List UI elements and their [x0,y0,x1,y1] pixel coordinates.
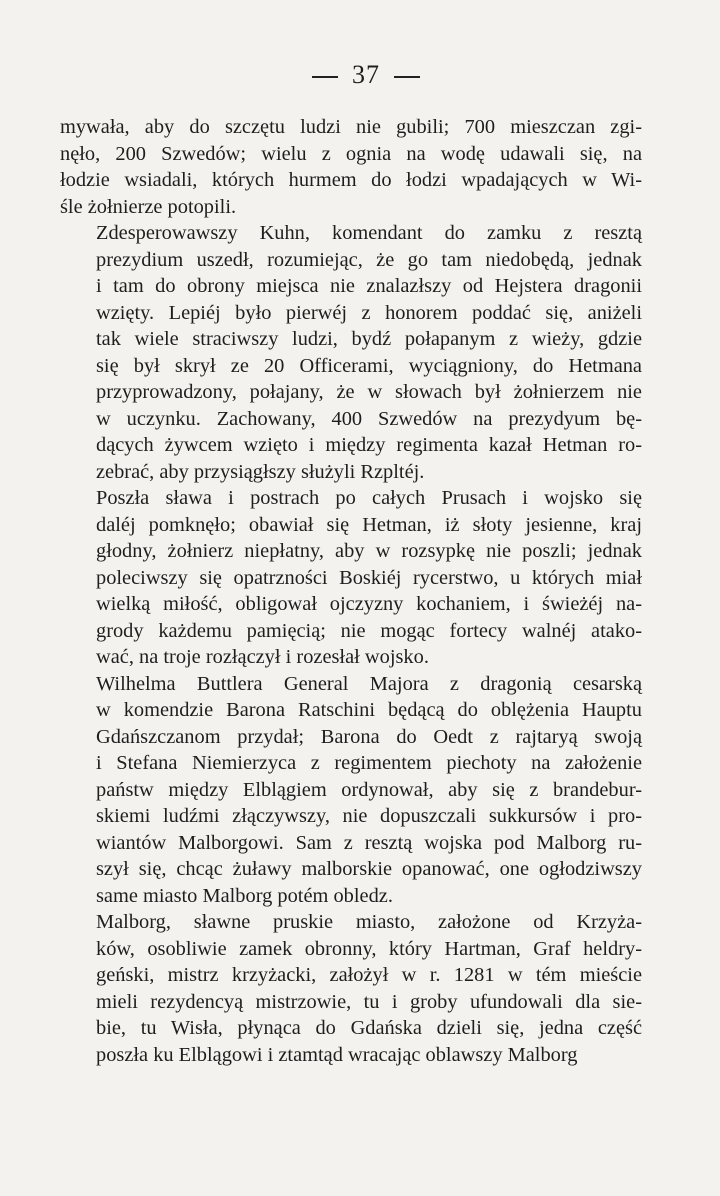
page-header [90,60,642,90]
text-line: głodny, żołnierz niepłatny, aby w rozsypkę nie poszli; jednak [96,540,642,562]
text-line: państw między Elblągiem ordynował, aby się z brandebur- [96,778,642,801]
text-line: daléj pomknęło; obawiał się Hetman, iż słoty jesienne, kraj [96,513,642,536]
text-line: Zdesperowawszy Kuhn, komendant do zamku z resztą [96,222,642,244]
text-line: przyprowadzony, połajany, że w słowach był żołnierzem nie [96,381,642,403]
text-line: nęło, 200 Szwedów; wielu z ognia na wodę udawali się, na [60,142,642,165]
text-line: prezydium uszedł, rozumiejąc, że go tam niedobędą, jednak [96,248,642,271]
text-line: i Stefana Niemierzyca z regimentem piechoty na założenie [96,752,642,774]
text-line: Gdańszczanom przydał; Barona do Oedt z rajtaryą swoją [96,725,642,748]
text-line: poszła ku Elblągowi i ztamtąd wracając oblawszy Malborg [96,1043,578,1066]
text-line: się był skrył ze 20 Officerami, wyciągniony, do Hetmana [96,354,642,377]
text-line: wać, na troje rozłączył i rozesłał wojsko. [96,646,429,668]
text-line: tak wiele straciwszy ludzi, bydź połapanym z wieży, gdzie [96,328,642,350]
text-line: w uczynku. Zachowany, 400 Szwedów na prezydyum bę- [96,407,642,430]
paragraph [60,485,642,671]
text-line: skiemi ludźmi złączywszy, nie dopuszczali sukkursów i pro- [96,805,642,827]
text-line: szył się, chcąc żuławy malborskie opanować, one ogłodziwszy [96,858,642,880]
text-line: śle żołnierze potopili. [60,195,237,218]
text-line: Wilhelma Buttlera General Majora z dragonią cesarską [96,672,642,695]
text-line: ków, osobliwie zamek obronny, który Hartman, Graf heldry- [96,937,642,960]
text-line: i tam do obrony miejsca nie znalazłszy od Hejstera dragonii [96,275,642,297]
header-dash-left [312,76,338,78]
text-line: geński, mistrz krzyżacki, założył w r. 1281 w tém mieście [96,964,642,986]
paragraph [60,671,642,910]
text-line: łodzie wsiadali, których hurmem do łodzi wpadających w Wi- [60,169,642,191]
text-line: wzięty. Lepiéj było pierwéj z honorem poddać się, aniżeli [96,301,642,324]
paragraph [60,909,642,1068]
text-line: mywała, aby do szczętu ludzi nie gubili; 700 mieszczan zgi- [60,116,642,138]
text-line: zebrać, aby przysiągłszy służyli Rzpltéj. [96,460,425,483]
text-line: Malborg, sławne pruskie miasto, założone od Krzyża- [96,911,642,933]
text-line: mieli rezydencyą mistrzowie, tu i groby ufundowali dla sie- [96,990,642,1013]
page-text [60,114,642,1068]
page-number: 37 [352,60,380,89]
paragraph [60,220,642,485]
text-line: poleciwszy się opatrzności Boskiéj rycerstwo, u których miał [96,566,642,589]
text-line: w komendzie Barona Ratschini będącą do oblężenia Hauptu [96,699,642,721]
text-line: same miasto Malborg potém obledz. [96,884,393,907]
paragraph [60,114,642,220]
text-line: grody każdemu pamięcią; nie mogąc fortecy walnéj atako- [96,619,642,642]
text-line: wielką miłość, obligował ojczyzny kochaniem, i świeżéj na- [96,593,642,615]
text-line: Poszła sława i postrach po całych Prusach i wojsko się [96,487,642,509]
text-line: wiantów Malborgowi. Sam z resztą wojska pod Malborg ru- [96,831,642,854]
header-dash-right [394,76,420,78]
text-line: dących żywcem wzięto i między regimenta kazał Hetman ro- [96,434,642,456]
text-line: bie, tu Wisła, płynąca do Gdańska dzieli się, jedna część [96,1017,642,1039]
